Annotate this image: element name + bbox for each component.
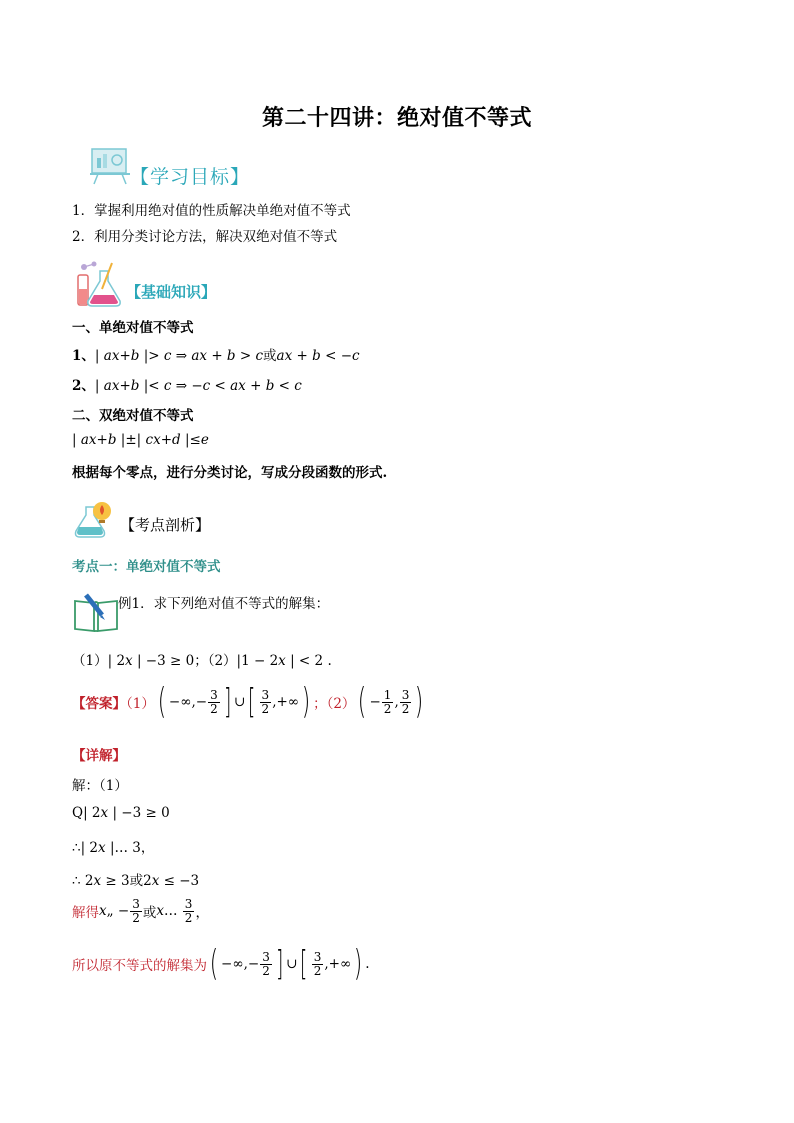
solution-step-4: 解得x„ − $\frac{3}{2}$ 或x… $\frac{3}{2}$ ， <box>72 897 209 925</box>
bulb-flask-icon <box>72 497 118 545</box>
solution-step-2: ∴| 2x |… 3， <box>72 840 155 856</box>
formula-2: 2、| ax+b |< c ⇒ −c < ax + b < c <box>72 378 302 394</box>
conclusion-end: . <box>365 956 370 972</box>
page-title: 第二十四讲：绝对值不等式 <box>261 105 532 131</box>
formula-1-prefix: 1、 <box>72 348 95 364</box>
question-end: . <box>327 653 332 669</box>
open-book-pencil-icon <box>72 591 120 637</box>
answer-part-1-label: （1） <box>126 696 155 712</box>
answer-separator: ；（2） <box>313 696 356 712</box>
example-1-prompt: 例1．求下列绝对值不等式的解集： <box>118 596 330 612</box>
because-symbol: Q <box>72 805 84 821</box>
point-heading-1: 考点一：单绝对值不等式 <box>72 559 221 575</box>
solution-or-2: 或 <box>142 905 157 922</box>
presentation-board-icon <box>88 146 132 190</box>
section-label-basics: 【基础知识】 <box>126 283 217 301</box>
heading-single-abs: 一、单绝对值不等式 <box>72 320 194 336</box>
question-1-label: （1） <box>72 653 108 669</box>
solution-comma: ， <box>195 905 209 922</box>
formula-1-or: 或 <box>263 348 277 364</box>
solution-start: 解：（1） <box>72 778 128 794</box>
example-1-questions: （1）| 2x | −3 ≥ 0；（2）|1 − 2x | < 2 . <box>72 653 332 669</box>
solution-or: 或 <box>129 873 144 889</box>
solution-step-3: ∴ 2x ≥ 3或2x ≤ −3 <box>72 873 200 889</box>
answer-line: 【答案】（1）( −∞,− $\frac{3}{2}$ ] ∪[ $\frac{3}{2}$ ,+∞) ；（2）( − $\frac{1}{2}$ , $\frac{3}{2}$ ) <box>72 681 424 722</box>
objective-item-2: 2．利用分类讨论方法，解决双绝对值不等式 <box>72 229 338 245</box>
solve-label: 解得 <box>72 905 99 922</box>
answer-label: 【答案】 <box>72 696 126 712</box>
question-separator: ；（2） <box>194 653 237 669</box>
section-label-objectives: 【学习目标】 <box>130 166 251 188</box>
therefore-symbol-1: ∴ <box>72 840 81 856</box>
formula-1: 1、| ax+b |> c ⇒ ax + b > c或ax + b < −c <box>72 348 360 364</box>
conclusion-line: 所以原不等式的解集为( −∞,− $\frac{3}{2}$ ] ∪[ $\frac{3}{2}$ ,+∞) . <box>72 943 370 984</box>
lab-flask-icon <box>72 259 128 313</box>
conclusion-text: 所以原不等式的解集为 <box>72 958 207 974</box>
solution-step-1: Q| 2x | −3 ≥ 0 <box>72 805 170 821</box>
therefore-symbol-2: ∴ <box>72 873 81 889</box>
heading-double-abs: 二、双绝对值不等式 <box>72 408 194 424</box>
section-label-analysis: 【考点剖析】 <box>120 516 211 534</box>
basics-note: 根据每个零点，进行分类讨论，写成分段函数的形式. <box>72 465 388 481</box>
formula-2-prefix: 2、 <box>72 378 95 394</box>
formula-3: | ax+b |±| cx+d |≤e <box>72 432 209 448</box>
detail-label: 【详解】 <box>72 748 126 764</box>
objective-item-1: 1．掌握利用绝对值的性质解决单绝对值不等式 <box>72 203 351 219</box>
